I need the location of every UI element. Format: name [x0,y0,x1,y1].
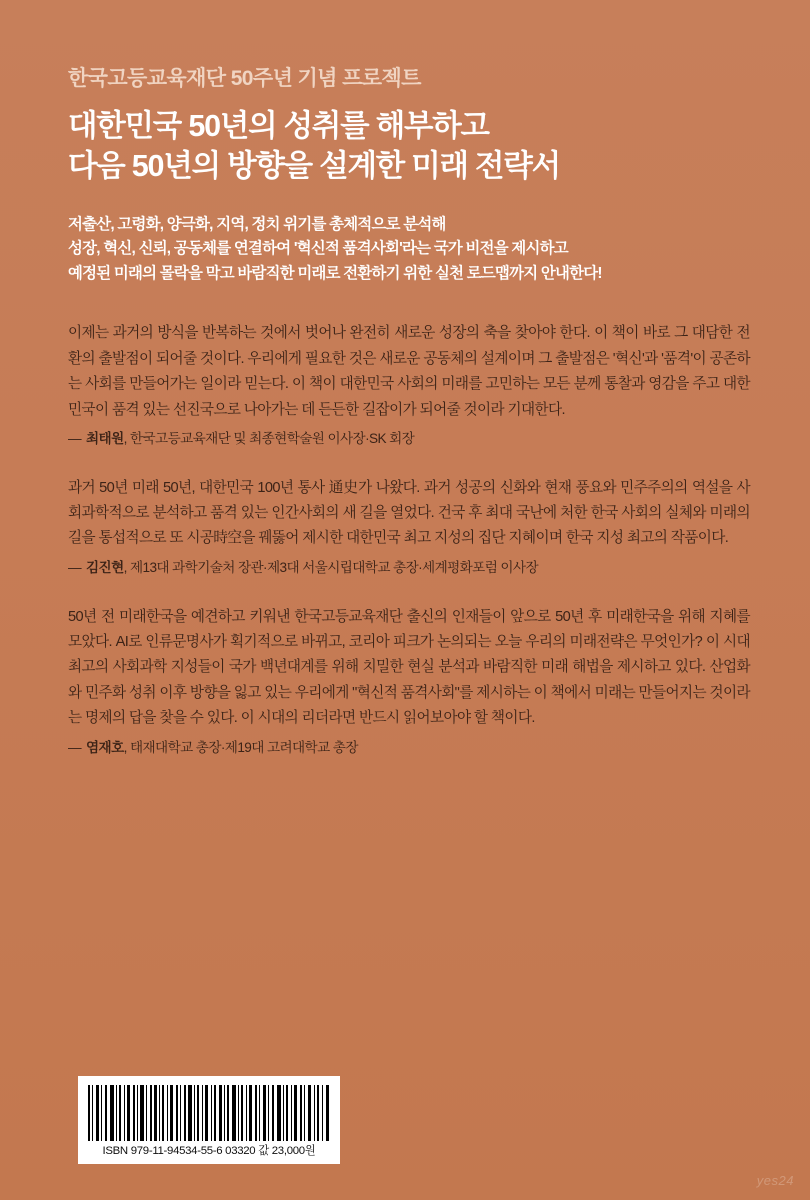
em-dash-icon: — [68,739,81,755]
endorsement-block [68,476,750,579]
endorsement-text: 50년 전 미래한국을 예견하고 키워낸 한국고등교육재단 출신의 인재들이 앞으로 50년 후 미래한국을 위해 지혜를 모았다. AI로 인류문명사가 획기적으로 바뀌고, 코리아 피크가 논의되는 오늘 우리의 미래전략은 무엇인가? 이 시대 최고의 사회과학 지성들이 국가 백년대계를 위해 치밀한 현실 분석과 바람직한 미래 해법을 제시하고 있다. 산업화와 민주화 성취 이후 방향을 잃고 있는 우리에게 "혁신적 품격사회"를 제시하는 이 책에서 미래는 만들어지는 것이라는 명제의 답을 찾을 수 있다. 이 시대의 리더라면 반드시 읽어보아야 할 책이다. [68,608,750,727]
barcode-icon [88,1085,330,1141]
endorser-name: 김진현 [86,559,124,575]
headline-line-2: 다음 50년의 방향을 설계한 미래 전략서 [68,149,560,184]
endorser-title: 한국고등교육재단 및 최종현학술원 이사장·SK 회장 [129,430,415,446]
eyebrow-text: 한국고등교육재단 50주년 기념 프로젝트 [68,67,421,90]
endorsement-attribution [68,737,750,759]
endorsement-text: 이제는 과거의 방식을 반복하는 것에서 벗어나 완전히 새로운 성장의 축을 찾아야 한다. 이 책이 바로 그 대담한 전환의 출발점이 되어줄 것이다. 우리에게 필요한 것은 새로운 공동체의 설계이며 그 출발점은 '혁신'과 '품격'이 공존하는 사회를 만들어가는 일이라 믿는다. 이 책이 대한민국 사회의 미래를 고민하는 모든 분께 통찰과 영감을 주고 대한민국이 품격 있는 선진국으로 나아가는 데 든든한 길잡이가 되어줄 것이라 기대한다. [68,325,750,418]
page-title [68,106,750,187]
subheadline [68,213,750,288]
endorsement-block [68,605,750,759]
endorser-title: 제13대 과학기술처 장관·제3대 서울시립대학교 총장·세계평화포럼 이사장 [129,559,539,575]
endorser-separator: , [123,559,130,575]
endorsement-block [68,321,750,449]
endorser-separator: , [123,430,130,446]
em-dash-icon: — [68,559,81,575]
headline-line-1: 대한민국 50년의 성취를 해부하고 [68,109,489,143]
em-dash-icon: — [68,430,81,446]
endorser-title: 태재대학교 총장·제19대 고려대학교 총장 [129,739,358,755]
subheadline-line-2: 성장, 혁신, 신뢰, 공동체를 연결하여 '혁신적 품격사회'라는 국가 비전을 제시하고 [68,240,568,258]
subheadline-line-3: 예정된 미래의 몰락을 막고 바람직한 미래로 전환하기 위한 실천 로드맵까지 안내한다! [68,265,602,283]
endorser-name: 최태원 [86,430,124,446]
endorsement-attribution [68,557,750,579]
watermark-label: yes24 [756,1173,794,1188]
endorsement-attribution [68,428,750,450]
cover-content [68,62,750,784]
endorsement-text: 과거 50년 미래 50년, 대한민국 100년 통사 通史가 나왔다. 과거 성공의 신화와 현재 풍요와 민주주의의 역설을 사회과학적으로 분석하고 품격 있는 인간사회의 새 길을 열었다. 건국 후 최대 국난에 처한 한국 사회의 실체와 미래의 길을 통섭적으로 또 시공時空을 꿰뚫어 제시한 대한민국 최고 지성의 집단 지혜이며 한국 지성 최고의 작품이다. [68,479,750,547]
isbn-text: ISBN 979-11-94534-55-6 03320 값 23,000원 [102,1145,316,1157]
barcode-block [78,1076,340,1164]
subheadline-line-1: 저출산, 고령화, 양극화, 지역, 정치 위기를 총체적으로 분석해 [68,215,446,233]
endorser-name: 염재호 [86,739,124,755]
endorser-separator: , [123,739,130,755]
